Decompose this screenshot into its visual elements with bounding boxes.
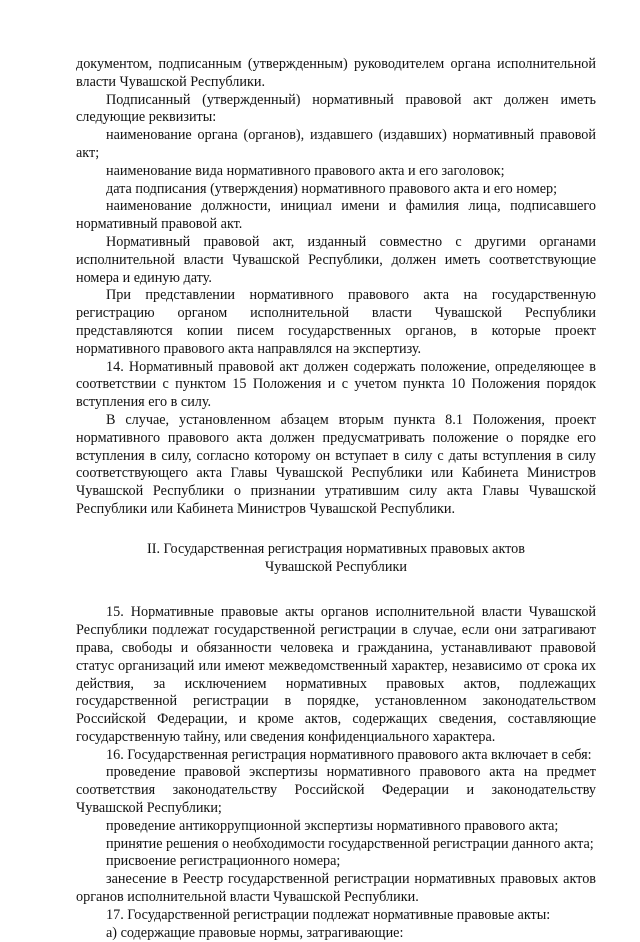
paragraph: 14. Нормативный правовой акт должен содержать положение, определяющее в соответствии с пунктом 15 Положения и с учетом пункта 10 Положения порядок вступления его в силу. [76,358,596,411]
paragraph: В случае, установленном абзацем вторым пункта 8.1 Положения, проект нормативного правового акта должен предусматривать положение о порядке его вступления в силу, согласно которому он вступает в силу с даты вступления в силу соответствующего акта Главы Чувашской Республики или Кабинета Министров Чувашской Республики о признании утратившим силу акта Главы Чувашской Республики или Кабинета Министров Чувашской Республики. [76,411,596,517]
section-heading [76,541,596,577]
paragraph: наименование должности, инициал имени и фамилия лица, подписавшего нормативный правовой акт. [76,198,596,233]
paragraph: 17. Государственной регистрации подлежат нормативные правовые акты: [106,906,551,923]
paragraph: документом, подписанным (утвержденным) руководителем органа исполнительной власти Чувашской Республики. [76,56,596,90]
document-body [76,56,596,942]
paragraph: присвоение регистрационного номера; [106,853,341,870]
paragraph: Подписанный (утвержденный) нормативный правовой акт должен иметь следующие реквизиты: [76,91,596,126]
paragraph: наименование органа (органов), издавшего (издавших) нормативный правовой акт; [76,127,596,161]
paragraph: 16. Государственная регистрация нормативного правового акта включает в себя: [106,746,592,763]
section-heading-line: Чувашской Республики [265,558,407,575]
paragraph: принятие решения о необходимости государственной регистрации данного акта; [106,835,594,852]
paragraph: проведение антикоррупционной экспертизы нормативного правового акта; [106,817,559,834]
paragraph: 15. Нормативные правовые акты органов исполнительной власти Чувашской Республики подлежат государственной регистрации в случае, если они затрагивают права, свободы и обязанности человека и гражданина, устанавливают правовой статус организаций или имеют межведомственный характер, независимо от срока их действия, за исключением нормативных правовых актов, подлежащих государственной регистрации в порядке, установленном законодательством Российской Федерации, и кроме актов, содержащих сведения, составляющие государственную тайну, или сведения конфиденциального характера. [76,604,596,745]
paragraph: Нормативный правовой акт, изданный совместно с другими органами исполнительной власти Чувашской Республики, должен иметь соответствующие номера и единую дату. [76,233,596,286]
paragraph: наименование вида нормативного правового акта и его заголовок; [106,162,505,179]
section-heading-line: II. Государственная регистрация нормативных правовых актов [147,540,525,557]
paragraph: При представлении нормативного правового акта на государственную регистрацию органом исполнительной власти Чувашской Республики представляются копии писем государственных органов, в которые проект нормативного правового акта направлялся на экспертизу. [76,287,596,357]
paragraph: дата подписания (утверждения) нормативного правового акта и его номер; [106,180,558,197]
paragraph: а) содержащие правовые нормы, затрагивающие: [106,924,404,941]
paragraph: проведение правовой экспертизы нормативного правового акта на предмет соответствия законодательству Российской Федерации и законодательству Чувашской Республики; [76,764,596,817]
paragraph: занесение в Реестр государственной регистрации нормативных правовых актов органов исполнительной власти Чувашской Республики. [76,871,596,906]
